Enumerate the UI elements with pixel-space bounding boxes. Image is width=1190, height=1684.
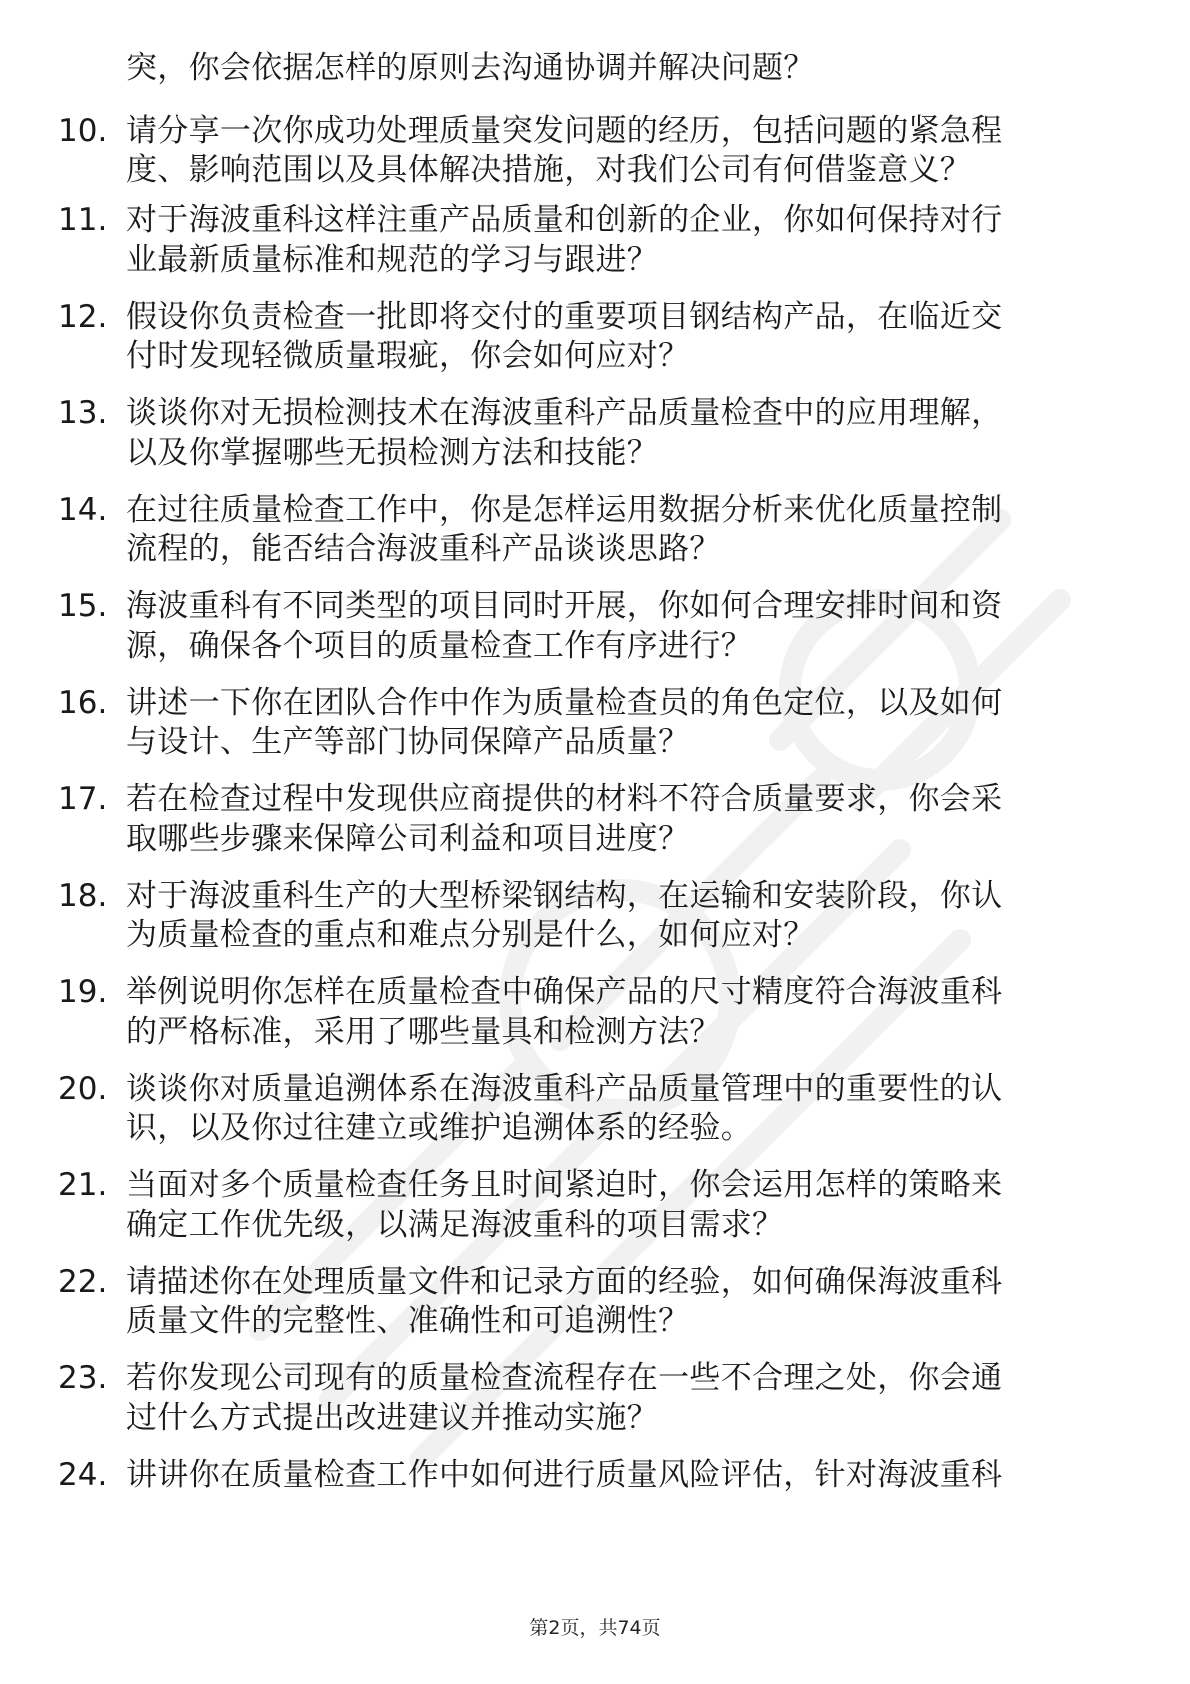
- item-text-line: 对于海波重科生产的大型桥梁钢结构，在运输和安装阶段，你认: [126, 878, 1003, 914]
- item-number: 14.: [58, 492, 108, 528]
- item-text-line: 以及你掌握哪些无损检测方法和技能？: [126, 435, 659, 471]
- item-text-line: 在过往质量检查工作中，你是怎样运用数据分析来优化质量控制: [126, 492, 1003, 528]
- item-number: 19.: [58, 974, 108, 1010]
- item-text-line: 流程的，能否结合海波重科产品谈谈思路？: [126, 531, 721, 567]
- item-text-line: 讲讲你在质量检查工作中如何进行质量风险评估，针对海波重科: [126, 1457, 1003, 1493]
- item-text-line: 若你发现公司现有的质量检查流程存在一些不合理之处，你会通: [126, 1360, 1003, 1396]
- item-number: 24.: [58, 1457, 108, 1493]
- continuation-line: 突，你会依据怎样的原则去沟通协调并解决问题？: [126, 50, 815, 86]
- item-text-line: 确定工作优先级，以满足海波重科的项目需求？: [126, 1207, 784, 1243]
- item-number: 17.: [58, 781, 108, 817]
- item-text-line: 识，以及你过往建立或维护追溯体系的经验。: [126, 1110, 752, 1146]
- item-text-line: 举例说明你怎样在质量检查中确保产品的尺寸精度符合海波重科: [126, 974, 1003, 1010]
- item-text-line: 假设你负责检查一批即将交付的重要项目钢结构产品，在临近交: [126, 299, 1003, 335]
- item-text-line: 请描述你在处理质量文件和记录方面的经验，如何确保海波重科: [126, 1264, 1003, 1300]
- item-number: 13.: [58, 395, 108, 431]
- item-text-line: 过什么方式提出改进建议并推动实施？: [126, 1400, 659, 1436]
- item-number: 21.: [58, 1167, 108, 1203]
- item-number: 18.: [58, 878, 108, 914]
- item-text-line: 质量文件的完整性、准确性和可追溯性？: [126, 1303, 690, 1339]
- item-number: 11.: [58, 202, 108, 238]
- item-text-line: 若在检查过程中发现供应商提供的材料不符合质量要求，你会采: [126, 781, 1003, 817]
- item-text-line: 谈谈你对无损检测技术在海波重科产品质量检查中的应用理解，: [126, 395, 1003, 431]
- item-number: 10.: [58, 113, 108, 149]
- item-number: 20.: [58, 1071, 108, 1107]
- item-text-line: 取哪些步骤来保障公司利益和项目进度？: [126, 821, 690, 857]
- item-number: 15.: [58, 588, 108, 624]
- item-text-line: 为质量检查的重点和难点分别是什么，如何应对？: [126, 917, 815, 953]
- item-text-line: 源，确保各个项目的质量检查工作有序进行？: [126, 628, 752, 664]
- item-number: 23.: [58, 1360, 108, 1396]
- page-footer: 第2页，共74页: [529, 1617, 661, 1639]
- item-number: 16.: [58, 685, 108, 721]
- item-text-line: 当面对多个质量检查任务且时间紧迫时，你会运用怎样的策略来: [126, 1167, 1003, 1203]
- item-number: 22.: [58, 1264, 108, 1300]
- item-text-line: 度、影响范围以及具体解决措施，对我们公司有何借鉴意义？: [126, 152, 972, 188]
- item-text-line: 与设计、生产等部门协同保障产品质量？: [126, 724, 690, 760]
- item-text-line: 对于海波重科这样注重产品质量和创新的企业，你如何保持对行: [126, 202, 1003, 238]
- item-text-line: 海波重科有不同类型的项目同时开展，你如何合理安排时间和资: [126, 588, 1003, 624]
- item-text-line: 付时发现轻微质量瑕疵，你会如何应对？: [126, 338, 690, 374]
- item-text-line: 的严格标准，采用了哪些量具和检测方法？: [126, 1014, 721, 1050]
- item-text-line: 谈谈你对质量追溯体系在海波重科产品质量管理中的重要性的认: [126, 1071, 1003, 1107]
- item-text-line: 请分享一次你成功处理质量突发问题的经历，包括问题的紧急程: [126, 113, 1003, 149]
- item-text-line: 讲述一下你在团队合作中作为质量检查员的角色定位，以及如何: [126, 685, 1003, 721]
- item-number: 12.: [58, 299, 108, 335]
- item-text-line: 业最新质量标准和规范的学习与跟进？: [126, 242, 659, 278]
